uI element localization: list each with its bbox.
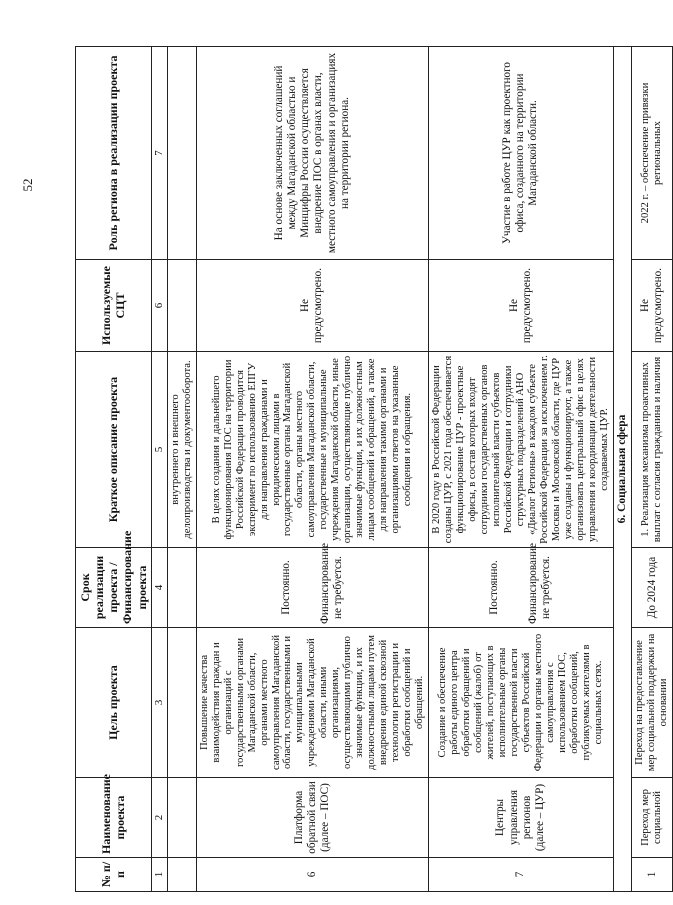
row-number: 6 <box>196 858 428 892</box>
col-number: 6 <box>151 260 167 352</box>
column-number-row <box>151 47 167 892</box>
project-goal: Создание и обеспечение работы единого центра обработки обращений и сообщений (жалоб) от жителей, поступающих в исполнительные органы государственной власти субъектов Российской Федерации и органы местного самоуправления с использованием ПОС, обработки сообщений, публикуемых жителями в социальных сетях. <box>429 628 614 778</box>
rotated-table-block <box>75 0 670 892</box>
project-name: Центры управления регионов (далее – ЦУР) <box>429 778 614 858</box>
project-name: Переход мер социальной <box>632 778 673 858</box>
project-sct: Не предусмотрено. <box>196 260 428 352</box>
project-goal: Повышение качества взаимодействия граждан и организаций с государственными органами Магаданской области, органами местного самоуправления Магаданской области, государственными и муниципальными учреждениями Магаданской области, иными организациями, осуществляющими публично значимые функции, и их должностными лицами путем внедрения единой сквозной технологии регистрации и обработки сообщений и обращений. <box>196 628 428 778</box>
section-row <box>613 47 632 892</box>
project-term: До 2024 года <box>632 548 673 628</box>
row-number: 1 <box>632 858 673 892</box>
table-header-row <box>76 47 152 892</box>
project-term-text: Постоянно. <box>279 560 292 615</box>
project-description: 1. Реализация механизма проактивных выплат с согласия гражданина и наличия <box>632 352 673 548</box>
col-number: 1 <box>151 858 167 892</box>
col-number: 4 <box>151 548 167 628</box>
project-goal: Переход на предоставление мер социальной поддержки на основании <box>632 628 673 778</box>
continuation-row <box>167 47 196 892</box>
project-role: Участие в работе ЦУР как проектного офиса, созданного на территории Магаданской области. <box>429 47 614 260</box>
header-term: Срок реализации проекта / Финансирование проекта <box>76 548 152 628</box>
col-number: 5 <box>151 352 167 548</box>
project-finance-text: Финансирование не требуется. <box>318 543 344 624</box>
continuation-description: внутреннего и внешнего делопроизводства и документооборота. <box>167 352 196 548</box>
header-sct: Используемые СЦТ <box>76 260 152 352</box>
project-term <box>429 543 614 628</box>
table-row <box>196 47 428 892</box>
project-sct: Не предусмотрено. <box>632 260 673 352</box>
project-name: Платформа обратной связи (далее – ПОС) <box>196 778 428 858</box>
header-name: Наименование проекта <box>76 778 152 858</box>
projects-table <box>75 46 673 892</box>
page-number: 52 <box>20 178 35 192</box>
project-term <box>196 543 428 628</box>
project-role: На основе заключенных соглашений между Магаданской областью и Минцифры России осуществляется внедрение ПОС в органах власти, местного самоуправления и организациях на территории региона. <box>196 47 428 260</box>
col-number: 2 <box>151 778 167 858</box>
project-role: 2022 г. – обеспечение привязки региональных <box>632 47 673 260</box>
header-role: Роль региона в реализации проекта <box>76 47 152 260</box>
header-description: Краткое описание проекта <box>76 352 152 548</box>
col-number: 3 <box>151 628 167 778</box>
project-description: В целях создания и дальнейшего функционирования ПОС на территории Российской Федерации проводится эксперимент по использованию ЕПГУ для направления гражданами и юридическими лицами в государственные органы Магаданской области, органы местного самоуправления Магаданской области, государственные и муниципальные учреждения Магаданской области, иные организации, осуществляющие публично значимые функции, и их должностным лицам сообщений и обращений, а также для направления такими органами и организациями ответов на указанные сообщения и обращения. <box>196 352 428 548</box>
project-finance-text: Финансирование не требуется. <box>527 543 553 624</box>
table-row <box>632 47 673 892</box>
project-sct: Не предусмотрено. <box>429 260 614 352</box>
row-number: 7 <box>429 858 614 892</box>
table-row <box>429 47 614 892</box>
section-title: 6. Социальная сфера <box>613 47 632 892</box>
header-goal: Цель проекта <box>76 628 152 778</box>
header-number: № п/п <box>76 858 152 892</box>
col-number: 7 <box>151 47 167 260</box>
project-term-text: Постоянно. <box>488 560 501 615</box>
project-description: В 2020 году в Российской Федерации созданы ЦУР, с 2021 года обеспечивается функционирование ЦУР - проектные офисы, в состав которых входят сотрудники государственных органов исполнительной власти субъектов Российской Федерации и сотрудники структурных подразделений АНО «Диалог Регионы» в каждом субъекте Российской Федерации за исключением г. Москвы и Московской области, где ЦУР уже созданы и функционируют, а также организовать центральный офис в целях управления и координации деятельности создаваемых ЦУР. <box>429 352 614 548</box>
